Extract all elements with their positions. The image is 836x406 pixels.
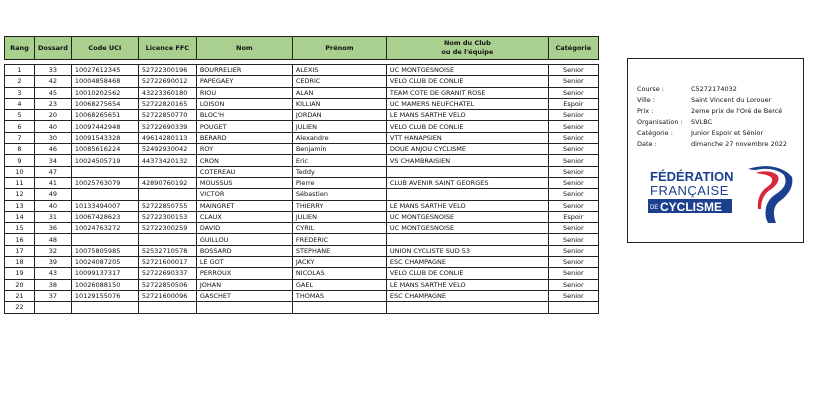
table-row bbox=[5, 223, 599, 234]
date-label: Date : bbox=[637, 140, 657, 148]
cell-licence: 52722820165 bbox=[138, 98, 196, 109]
cell-dossard: 23 bbox=[35, 98, 72, 109]
cell-prenom: JULIEN bbox=[292, 121, 386, 132]
cell-prenom: JULIEN bbox=[292, 211, 386, 222]
cell-prenom: JACKY bbox=[292, 257, 386, 268]
table-row bbox=[5, 211, 599, 222]
cell-dossard: 45 bbox=[35, 87, 72, 98]
table-row bbox=[5, 166, 599, 177]
logo-line1: FÉDÉRATION bbox=[650, 169, 734, 184]
cell-rang: 19 bbox=[5, 268, 35, 279]
header-rang: Rang bbox=[5, 37, 35, 60]
cell-code-uci: 10068265651 bbox=[71, 110, 138, 121]
cell-club: ESC CHAMPAGNE bbox=[386, 257, 548, 268]
cell-dossard: 48 bbox=[35, 234, 72, 245]
cell-nom: GASCHET bbox=[196, 290, 292, 301]
table-row bbox=[5, 110, 599, 121]
cell-categorie: Senior bbox=[548, 132, 598, 143]
cell-categorie: Senior bbox=[548, 189, 598, 200]
cell-code-uci: 10099137317 bbox=[71, 268, 138, 279]
header-nom: Nom bbox=[196, 37, 292, 60]
cell-code-uci: 10024505719 bbox=[71, 155, 138, 166]
cell-club: CLUB AVENIR SAINT GEORGES bbox=[386, 177, 548, 188]
cell-nom: MAINGRET bbox=[196, 200, 292, 211]
cell-code-uci: 10027612345 bbox=[71, 65, 138, 76]
cell-rang: 17 bbox=[5, 245, 35, 256]
cell-rang: 14 bbox=[5, 211, 35, 222]
cell-dossard: 30 bbox=[35, 132, 72, 143]
cell-rang: 8 bbox=[5, 144, 35, 155]
header-club-line1: Nom du Club bbox=[443, 39, 491, 47]
cell-code-uci: 10133494007 bbox=[71, 200, 138, 211]
cell-licence: 52721600096 bbox=[138, 290, 196, 301]
cell-dossard: 20 bbox=[35, 110, 72, 121]
categorie-label: Catégorie : bbox=[637, 129, 673, 137]
prix-label: Prix : bbox=[637, 107, 654, 115]
cell-prenom: CYRIL bbox=[292, 223, 386, 234]
cell-prenom: ALAN bbox=[292, 87, 386, 98]
cell-club: VTT HANAPSIEN bbox=[386, 132, 548, 143]
cell-club: UC MONTGESNOISE bbox=[386, 65, 548, 76]
cell-dossard: 38 bbox=[35, 279, 72, 290]
cell-code-uci: 10068275654 bbox=[71, 98, 138, 109]
cell-dossard: 37 bbox=[35, 290, 72, 301]
cell-club: VELO CLUB DE CONLIE bbox=[386, 121, 548, 132]
cell-nom: POUGET bbox=[196, 121, 292, 132]
cell-nom: BERARD bbox=[196, 132, 292, 143]
cell-categorie: Senior bbox=[548, 87, 598, 98]
cell-club bbox=[386, 234, 548, 245]
cell-licence: 52722300259 bbox=[138, 223, 196, 234]
cell-club: UC MONTGESNOISE bbox=[386, 223, 548, 234]
cell-code-uci: 10026088150 bbox=[71, 279, 138, 290]
cell-rang: 3 bbox=[5, 87, 35, 98]
cell-licence: 44373420132 bbox=[138, 155, 196, 166]
cell-rang: 4 bbox=[5, 98, 35, 109]
cell-prenom: JORDAN bbox=[292, 110, 386, 121]
cell-prenom: KILLIAN bbox=[292, 98, 386, 109]
table-row bbox=[5, 155, 599, 166]
cell-rang: 7 bbox=[5, 132, 35, 143]
cell-rang: 16 bbox=[5, 234, 35, 245]
table-row bbox=[5, 279, 599, 290]
table-row bbox=[5, 87, 599, 98]
table-row bbox=[5, 144, 599, 155]
cell-nom: PAPEGAEY bbox=[196, 76, 292, 87]
cell-licence: 52722300196 bbox=[138, 65, 196, 76]
cell-code-uci: 10025763079 bbox=[71, 177, 138, 188]
cell-rang: 15 bbox=[5, 223, 35, 234]
cell-rang: 13 bbox=[5, 200, 35, 211]
table-row bbox=[5, 177, 599, 188]
cell-prenom bbox=[292, 302, 386, 313]
cell-dossard: 47 bbox=[35, 166, 72, 177]
cell-licence bbox=[138, 189, 196, 200]
cell-categorie: Senior bbox=[548, 200, 598, 211]
organisation-label: Organisation : bbox=[637, 118, 683, 126]
cell-club: VELO CLUB DE CONLIE bbox=[386, 76, 548, 87]
cell-nom: COTEREAU bbox=[196, 166, 292, 177]
cell-licence: 52532710578 bbox=[138, 245, 196, 256]
table-row bbox=[5, 257, 599, 268]
ville-label: Ville : bbox=[637, 96, 655, 104]
cell-code-uci bbox=[71, 166, 138, 177]
cell-prenom: Alexandre bbox=[292, 132, 386, 143]
cell-prenom: STEPHANE bbox=[292, 245, 386, 256]
table-header-row bbox=[5, 37, 599, 60]
cell-code-uci: 10129155076 bbox=[71, 290, 138, 301]
cell-prenom: FREDERIC bbox=[292, 234, 386, 245]
cell-rang: 5 bbox=[5, 110, 35, 121]
cell-club: LE MANS SARTHE VELO bbox=[386, 279, 548, 290]
cell-dossard: 32 bbox=[35, 245, 72, 256]
table-body bbox=[5, 60, 599, 314]
cell-nom: PERROUX bbox=[196, 268, 292, 279]
logo-line2: FRANÇAISE bbox=[650, 183, 729, 198]
cell-prenom: Teddy bbox=[292, 166, 386, 177]
cell-dossard: 31 bbox=[35, 211, 72, 222]
cell-licence: 49614280113 bbox=[138, 132, 196, 143]
cell-prenom: CEDRIC bbox=[292, 76, 386, 87]
cell-categorie: Senior bbox=[548, 76, 598, 87]
cell-club: ESC CHAMPAGNE bbox=[386, 290, 548, 301]
cell-club: UNION CYCLISTE SUD 53 bbox=[386, 245, 548, 256]
categorie-value: Junior Espoir et Sénior bbox=[691, 129, 764, 137]
cell-club: VELO CLUB DE CONLIE bbox=[386, 268, 548, 279]
cell-code-uci bbox=[71, 234, 138, 245]
cell-licence bbox=[138, 234, 196, 245]
cell-dossard bbox=[35, 302, 72, 313]
cell-prenom: GAEL bbox=[292, 279, 386, 290]
cell-rang: 22 bbox=[5, 302, 35, 313]
cell-categorie: Senior bbox=[548, 257, 598, 268]
cell-nom: LE GOT bbox=[196, 257, 292, 268]
cell-nom: CLAUX bbox=[196, 211, 292, 222]
cell-code-uci bbox=[71, 189, 138, 200]
cell-licence: 52722850755 bbox=[138, 200, 196, 211]
cell-dossard: 40 bbox=[35, 200, 72, 211]
cell-rang: 6 bbox=[5, 121, 35, 132]
cell-categorie: Senior bbox=[548, 155, 598, 166]
cell-code-uci: 10091543328 bbox=[71, 132, 138, 143]
cell-rang: 18 bbox=[5, 257, 35, 268]
cell-nom: VICTOR bbox=[196, 189, 292, 200]
cell-prenom: Eric bbox=[292, 155, 386, 166]
cell-dossard: 43 bbox=[35, 268, 72, 279]
cell-rang: 2 bbox=[5, 76, 35, 87]
table-row bbox=[5, 268, 599, 279]
cell-rang: 20 bbox=[5, 279, 35, 290]
cell-prenom: ALEXIS bbox=[292, 65, 386, 76]
cell-licence: 52492930042 bbox=[138, 144, 196, 155]
cell-categorie: Senior bbox=[548, 223, 598, 234]
cell-nom: MOUSSUS bbox=[196, 177, 292, 188]
cell-nom: BLOC'H bbox=[196, 110, 292, 121]
cell-licence: 52722850506 bbox=[138, 279, 196, 290]
cell-club: VS CHAMBRAISIEN bbox=[386, 155, 548, 166]
cell-licence bbox=[138, 302, 196, 313]
cell-nom: JOHAN bbox=[196, 279, 292, 290]
cell-nom bbox=[196, 302, 292, 313]
cell-dossard: 34 bbox=[35, 155, 72, 166]
table-row bbox=[5, 98, 599, 109]
cell-categorie bbox=[548, 302, 598, 313]
course-label: Course : bbox=[637, 85, 664, 93]
date-value: dimanche 27 novembre 2022 bbox=[691, 140, 787, 148]
cell-club: LE MANS SARTHE VELO bbox=[386, 110, 548, 121]
cell-club: LE MANS SARTHE VELO bbox=[386, 200, 548, 211]
cell-nom: GUILLOU bbox=[196, 234, 292, 245]
header-club-line2: ou de l'équipe bbox=[441, 48, 494, 56]
cell-dossard: 33 bbox=[35, 65, 72, 76]
cell-code-uci: 10075805985 bbox=[71, 245, 138, 256]
header-code-uci: Code UCI bbox=[71, 37, 138, 60]
cell-rang: 11 bbox=[5, 177, 35, 188]
cell-nom: CRON bbox=[196, 155, 292, 166]
cell-code-uci: 10024087205 bbox=[71, 257, 138, 268]
cell-categorie: Senior bbox=[548, 245, 598, 256]
cell-categorie: Senior bbox=[548, 279, 598, 290]
cell-rang: 1 bbox=[5, 65, 35, 76]
ffc-logo-icon bbox=[644, 161, 796, 227]
ville-value: Saint Vincent du Lorouer bbox=[691, 96, 772, 104]
cell-prenom: Benjamin bbox=[292, 144, 386, 155]
cell-licence: 42890760192 bbox=[138, 177, 196, 188]
cell-categorie: Senior bbox=[548, 177, 598, 188]
cell-categorie: Espoir bbox=[548, 211, 598, 222]
course-value: C5272174032 bbox=[691, 85, 737, 93]
cell-club bbox=[386, 189, 548, 200]
cell-rang: 12 bbox=[5, 189, 35, 200]
cell-licence: 52722690337 bbox=[138, 268, 196, 279]
cell-nom: ROY bbox=[196, 144, 292, 155]
table-row bbox=[5, 121, 599, 132]
cell-licence: 52722690339 bbox=[138, 121, 196, 132]
cell-categorie: Senior bbox=[548, 268, 598, 279]
cell-nom: BOURRELIER bbox=[196, 65, 292, 76]
cell-categorie: Senior bbox=[548, 166, 598, 177]
cell-prenom: NICOLAS bbox=[292, 268, 386, 279]
cell-dossard: 39 bbox=[35, 257, 72, 268]
cell-prenom: THOMAS bbox=[292, 290, 386, 301]
cell-dossard: 41 bbox=[35, 177, 72, 188]
header-prenom: Prénom bbox=[292, 37, 386, 60]
table-row bbox=[5, 76, 599, 87]
cell-code-uci: 10010202562 bbox=[71, 87, 138, 98]
cell-code-uci: 10024763272 bbox=[71, 223, 138, 234]
cell-categorie: Senior bbox=[548, 144, 598, 155]
cell-code-uci: 10097442948 bbox=[71, 121, 138, 132]
cell-licence: 52722850770 bbox=[138, 110, 196, 121]
cell-club: UC MAMERS NEUFCHATEL bbox=[386, 98, 548, 109]
cell-licence bbox=[138, 166, 196, 177]
logo-prefix: DE bbox=[650, 205, 659, 211]
cell-licence: 52722690012 bbox=[138, 76, 196, 87]
cell-club bbox=[386, 166, 548, 177]
cell-licence: 52722300153 bbox=[138, 211, 196, 222]
cell-dossard: 40 bbox=[35, 121, 72, 132]
cell-categorie: Senior bbox=[548, 65, 598, 76]
table-row bbox=[5, 245, 599, 256]
cell-code-uci: 10085616224 bbox=[71, 144, 138, 155]
cell-categorie: Senior bbox=[548, 234, 598, 245]
cell-prenom: THIERRY bbox=[292, 200, 386, 211]
cell-code-uci: 10067428623 bbox=[71, 211, 138, 222]
cell-categorie: Espoir bbox=[548, 98, 598, 109]
cell-dossard: 46 bbox=[35, 144, 72, 155]
cell-dossard: 42 bbox=[35, 76, 72, 87]
table-row bbox=[5, 189, 599, 200]
cell-club bbox=[386, 302, 548, 313]
cell-rang: 10 bbox=[5, 166, 35, 177]
cell-dossard: 49 bbox=[35, 189, 72, 200]
table-row bbox=[5, 65, 599, 76]
cell-club: UC MONTGESNOISE bbox=[386, 211, 548, 222]
cell-club: TEAM COTE DE GRANIT ROSE bbox=[386, 87, 548, 98]
results-table bbox=[4, 36, 599, 314]
cell-prenom: Pierre bbox=[292, 177, 386, 188]
logo-line3: CYCLISME bbox=[660, 200, 723, 214]
organisation-value: SVLBC bbox=[691, 118, 713, 126]
table-row bbox=[5, 302, 599, 313]
cell-categorie: Senior bbox=[548, 290, 598, 301]
table-row bbox=[5, 132, 599, 143]
table-row bbox=[5, 234, 599, 245]
cell-nom: LOISON bbox=[196, 98, 292, 109]
table-row bbox=[5, 200, 599, 211]
table-row bbox=[5, 290, 599, 301]
cell-prenom: Sébastien bbox=[292, 189, 386, 200]
cell-nom: BOSSARD bbox=[196, 245, 292, 256]
cell-dossard: 36 bbox=[35, 223, 72, 234]
cell-code-uci bbox=[71, 302, 138, 313]
header-categorie: Catégorie bbox=[548, 37, 598, 60]
cell-club: DOUE ANJOU CYCLISME bbox=[386, 144, 548, 155]
header-dossard: Dossard bbox=[35, 37, 72, 60]
cell-categorie: Senior bbox=[548, 110, 598, 121]
cell-rang: 21 bbox=[5, 290, 35, 301]
cell-rang: 9 bbox=[5, 155, 35, 166]
cell-nom: RIOU bbox=[196, 87, 292, 98]
prix-value: 2eme prix de l'Oré de Bercé bbox=[691, 107, 783, 115]
header-club bbox=[386, 37, 548, 60]
header-licence: Licence FFC bbox=[138, 37, 196, 60]
cell-licence: 43223360180 bbox=[138, 87, 196, 98]
cell-categorie: Senior bbox=[548, 121, 598, 132]
cell-code-uci: 10004858468 bbox=[71, 76, 138, 87]
cell-licence: 52721600017 bbox=[138, 257, 196, 268]
race-info-box bbox=[627, 58, 804, 243]
cell-nom: DAVID bbox=[196, 223, 292, 234]
